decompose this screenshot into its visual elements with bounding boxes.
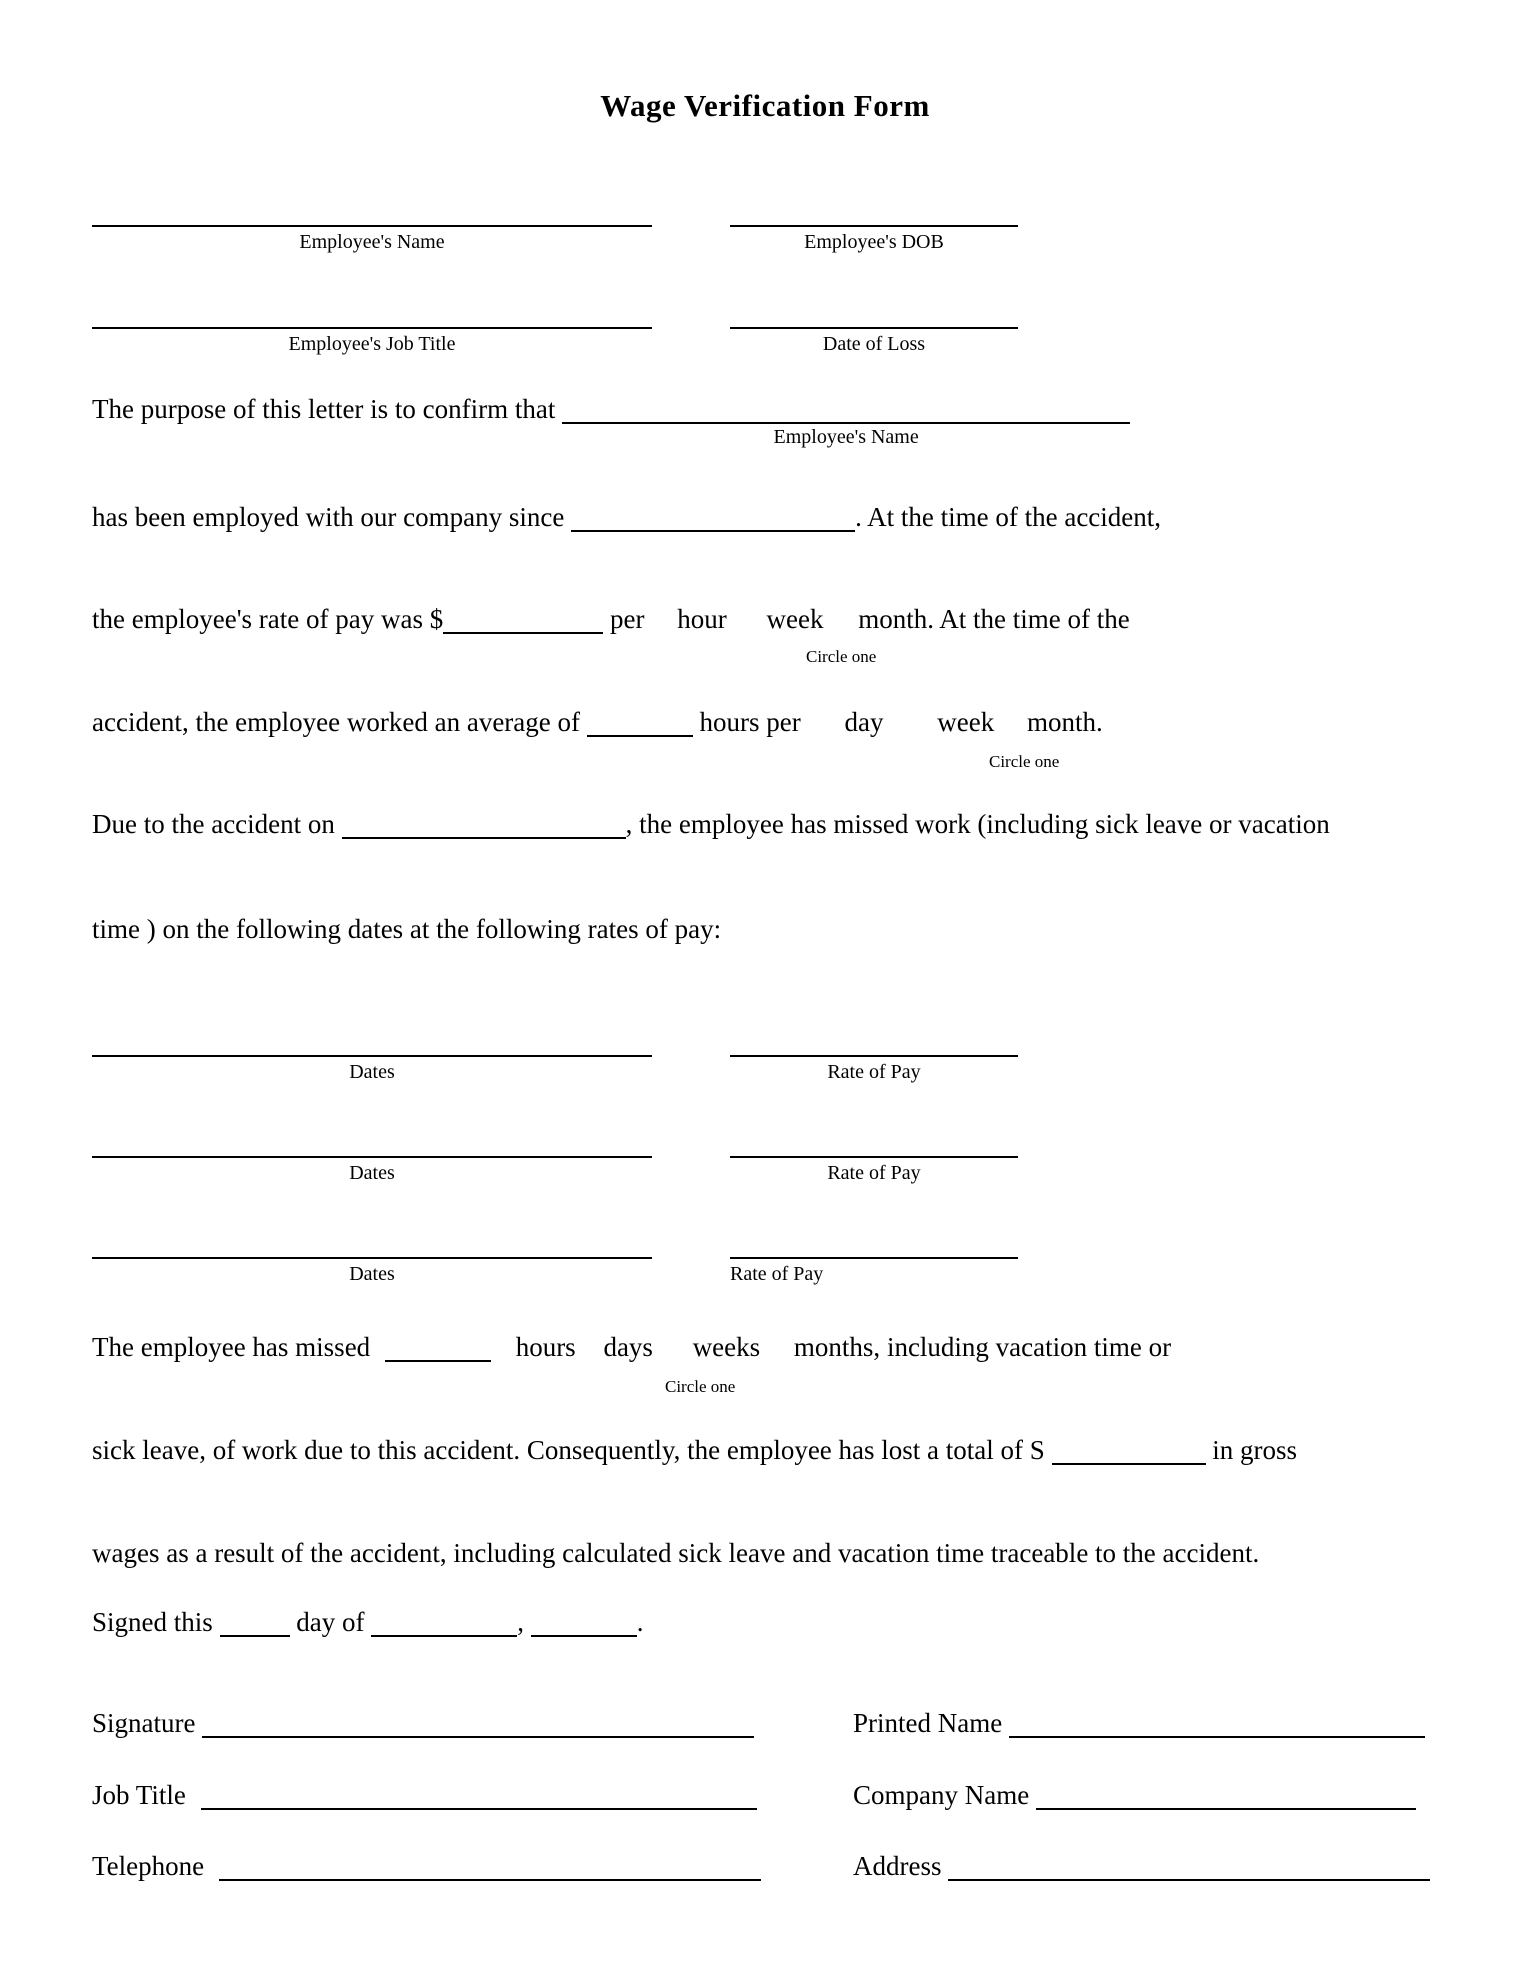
average-hours-text: accident, the employee worked an average of (92, 707, 581, 737)
dates-field-3[interactable] (92, 1257, 652, 1285)
paragraph-missed-time (92, 1330, 1171, 1364)
employed-since-blank[interactable] (571, 504, 855, 532)
rate-option-month[interactable]: month. (858, 604, 934, 634)
rate-of-pay-field-1-label: Rate of Pay (827, 1061, 921, 1083)
form-title: Wage Verification Form (600, 88, 930, 123)
accident-date-blank[interactable] (342, 811, 626, 839)
employed-since-text-after: . At the time of the accident, (855, 502, 1162, 532)
average-option-day[interactable]: day (844, 707, 884, 737)
average-option-month[interactable]: month. (1026, 707, 1103, 737)
date-of-loss-field[interactable] (730, 327, 1018, 355)
job-title-blank[interactable] (201, 1782, 757, 1810)
company-name-label: Company Name (853, 1780, 1030, 1810)
telephone-label: Telephone (92, 1851, 205, 1881)
total-lost-text: sick leave, of work due to this accident. Consequently, the employee has lost a total of S (92, 1435, 1045, 1465)
signature-label: Signature (92, 1708, 196, 1738)
rate-of-pay-field-3-label: Rate of Pay (730, 1263, 824, 1285)
rate-of-pay-field-2[interactable] (730, 1156, 1018, 1184)
missed-time-text-after: including vacation time or (886, 1332, 1172, 1362)
signed-period: . (636, 1607, 644, 1637)
rate-of-pay-field-1[interactable] (730, 1055, 1018, 1083)
printed-name-blank[interactable] (1009, 1710, 1425, 1738)
rate-of-pay-text: the employee's rate of pay was $ (92, 604, 444, 634)
accident-date-text: Due to the accident on (92, 809, 335, 839)
average-hours-blank[interactable] (587, 709, 693, 737)
dates-field-2-label: Dates (349, 1162, 395, 1184)
paragraph-purpose (92, 392, 1130, 448)
address-blank[interactable] (948, 1853, 1430, 1881)
wages-result-text: wages as a result of the accident, including calculated sick leave and vacation time traceable to the accident. (92, 1538, 1260, 1568)
day-of-text: day of (296, 1607, 365, 1637)
address-label: Address (853, 1851, 942, 1881)
dates-field-1[interactable] (92, 1055, 652, 1083)
missed-option-hours[interactable]: hours (515, 1332, 576, 1362)
job-title-label: Job Title (92, 1780, 186, 1810)
printed-name-label: Printed Name (853, 1708, 1003, 1738)
signature-row-right (853, 1708, 1425, 1739)
employee-job-title-field[interactable] (92, 327, 652, 355)
rate-of-pay-field-2-label: Rate of Pay (827, 1162, 921, 1184)
confirm-employee-name-blank-label: Employee's Name (773, 426, 919, 448)
company-name-blank[interactable] (1036, 1782, 1416, 1810)
date-of-loss-field-label: Date of Loss (822, 333, 926, 355)
total-lost-blank[interactable] (1052, 1437, 1206, 1465)
address-row-right (853, 1851, 1430, 1882)
paragraph-wages-result (92, 1536, 1259, 1570)
missed-amount-blank[interactable] (385, 1334, 491, 1362)
purpose-text: The purpose of this letter is to confirm that (92, 394, 556, 424)
rate-option-week[interactable]: week (766, 604, 824, 634)
employed-since-text: has been employed with our company since (92, 502, 565, 532)
following-dates-text: time ) on the following dates at the following rates of pay: (92, 914, 722, 944)
average-option-week[interactable]: week (937, 707, 995, 737)
employee-job-title-field-label: Employee's Job Title (288, 333, 456, 355)
company-name-row-right (853, 1780, 1416, 1811)
dates-field-2[interactable] (92, 1156, 652, 1184)
signed-comma: , (517, 1607, 524, 1637)
hours-per-text: hours per (699, 707, 801, 737)
employee-name-field[interactable] (92, 225, 652, 253)
telephone-blank[interactable] (219, 1853, 761, 1881)
signature-row-left (92, 1708, 754, 1739)
employee-name-field-label: Employee's Name (299, 231, 445, 253)
missed-option-weeks[interactable]: weeks (692, 1332, 761, 1362)
rate-of-pay-text-after: At the time of the (939, 604, 1130, 634)
paragraph-employed-since (92, 500, 1161, 534)
confirm-employee-name-blank[interactable] (562, 396, 1130, 448)
paragraph-signed (92, 1605, 644, 1639)
missed-option-months[interactable]: months, (793, 1332, 881, 1362)
rate-of-pay-blank[interactable] (443, 606, 603, 634)
circle-one-note-rate: Circle one (806, 647, 877, 666)
missed-option-days[interactable]: days (603, 1332, 653, 1362)
job-title-row-left (92, 1780, 757, 1811)
paragraph-total-lost (92, 1433, 1297, 1467)
signed-this-text: Signed this (92, 1607, 213, 1637)
circle-one-note-missed: Circle one (665, 1377, 736, 1396)
total-lost-text-after: in gross (1212, 1435, 1298, 1465)
employee-dob-field[interactable] (730, 225, 1018, 253)
paragraph-accident-date (92, 807, 1330, 841)
missed-time-text: The employee has missed (92, 1332, 371, 1362)
circle-one-note-average: Circle one (989, 752, 1060, 771)
dates-field-1-label: Dates (349, 1061, 395, 1083)
rate-option-hour[interactable]: hour (677, 604, 727, 634)
signed-day-blank[interactable] (220, 1609, 290, 1637)
employee-dob-field-label: Employee's DOB (804, 231, 944, 253)
rate-per-text: per (610, 604, 645, 634)
paragraph-rate-of-pay (92, 602, 1130, 636)
signed-month-blank[interactable] (371, 1609, 517, 1637)
signed-year-blank[interactable] (531, 1609, 637, 1637)
paragraph-average-hours (92, 705, 1103, 739)
rate-of-pay-field-3[interactable] (730, 1257, 1018, 1285)
signature-blank[interactable] (202, 1710, 754, 1738)
dates-field-3-label: Dates (349, 1263, 395, 1285)
paragraph-following-dates (92, 912, 721, 946)
accident-date-text-after: , the employee has missed work (including sick leave or vacation (625, 809, 1330, 839)
telephone-row-left (92, 1851, 761, 1882)
